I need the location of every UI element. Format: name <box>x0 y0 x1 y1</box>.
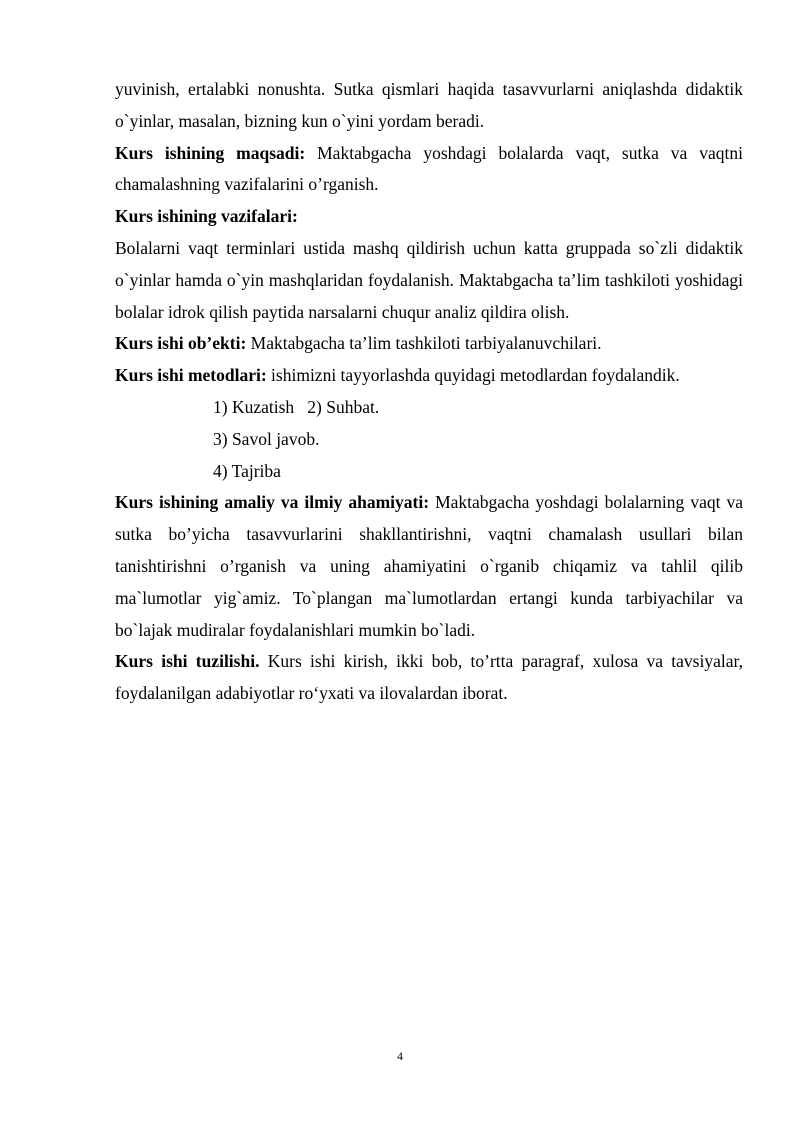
tasks-paragraph: Bolalarni vaqt terminlari ustida mashq qildirish uchun katta gruppada so`zli didaktik o`yinlar hamda o`yin mashqlaridan foydalanish. Maktabgacha ta’lim tashkiloti yoshidagi bolalar idrok qilish paytida narsalarni chuqur analiz qildira olish. <box>115 237 743 322</box>
structure-label: Kurs ishi tuzilishi. <box>115 651 260 672</box>
object-paragraph <box>115 328 743 360</box>
tasks-label: Kurs ishining vazifalari: <box>115 206 298 227</box>
object-label: Kurs ishi ob’ekti: <box>115 333 247 354</box>
methods-text: ishimizni tayyorlashda quyidagi metodlardan foydalandik. <box>266 365 680 386</box>
goal-label: Kurs ishining maqsadi: <box>115 142 306 163</box>
page-content <box>115 74 743 710</box>
intro-paragraph: yuvinish, ertalabki nonushta. Sutka qismlari haqida tasavvurlarni aniqlashda didaktik o`yinlar, masalan, bizning kun o`yini yordam beradi. <box>115 79 743 131</box>
significance-label: Kurs ishining amaliy va ilmiy ahamiyati: <box>115 492 430 513</box>
methods-label: Kurs ishi metodlari: <box>115 365 267 386</box>
significance-text: Maktabgacha yoshdagi bolalarning vaqt va sutka bo’yicha tasavvurlarini shakllantirishni, vaqtni chamalash usullari bilan tanishtirishni o’rganish va uning ahamiyatini o`rganib chiqamiz va tahlil qilib ma`lumotlar yig`amiz. To`plangan ma`lumotlardan ertangi kunda tarbiyachilar va bo`lajak mudiralar foydalanishlari mumkin bo`ladi. <box>115 492 743 640</box>
structure-paragraph <box>115 646 743 710</box>
methods-paragraph <box>115 360 743 392</box>
goal-text: Maktabgacha yoshdagi bolalarda vaqt, sutka va vaqtni chamalashning vazifalarini o’rganish. <box>115 142 743 195</box>
page-number: 4 <box>397 1049 403 1063</box>
methods-list-item: 3) Savol javob. <box>213 428 320 449</box>
object-text: Maktabgacha ta’lim tashkiloti tarbiyalanuvchilari. <box>246 333 602 354</box>
methods-list-item: 1) Kuzatish 2) Suhbat. <box>213 396 380 417</box>
significance-paragraph <box>115 487 743 646</box>
tasks-heading <box>115 201 743 233</box>
structure-text: Kurs ishi kirish, ikki bob, to’rtta paragraf, xulosa va tavsiyalar, foydalanilgan adabiyotlar ro‘yxati va ilovalardan iborat. <box>115 651 743 704</box>
methods-list-item: 4) Tajriba <box>213 460 281 481</box>
goal-paragraph <box>115 138 743 202</box>
